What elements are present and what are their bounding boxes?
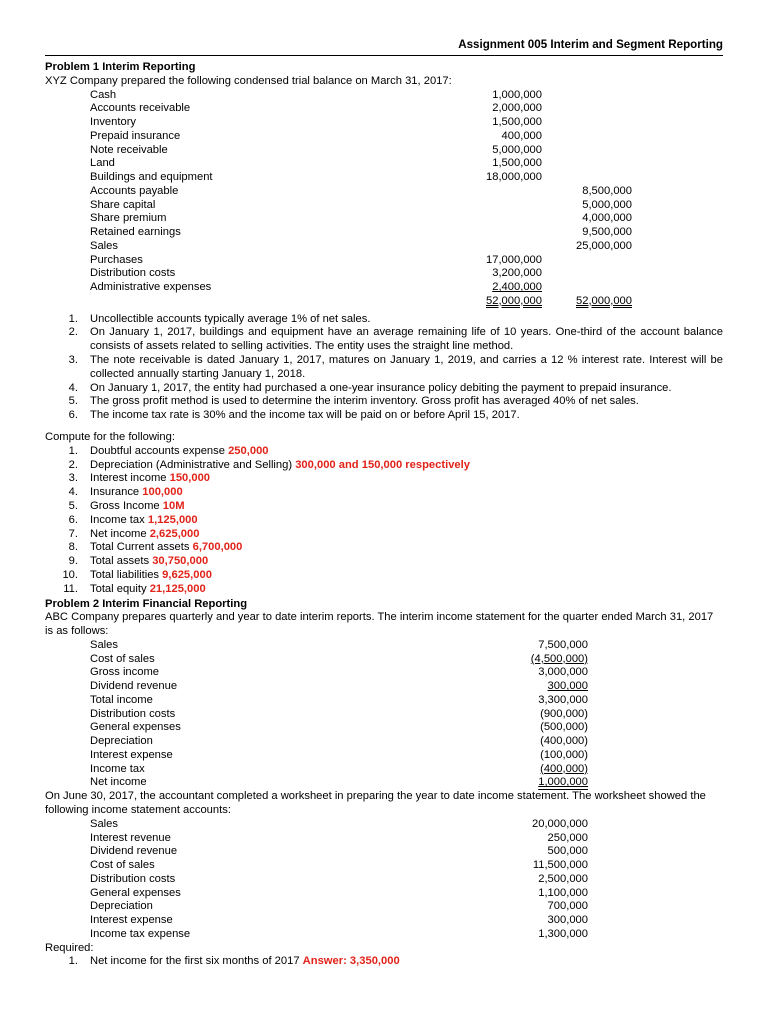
table-row: [45, 653, 723, 667]
item-number: 3.: [68, 472, 78, 485]
table-row: [45, 226, 723, 240]
line-value: (4,500,000): [530, 652, 588, 665]
account-name: Administrative expenses: [90, 281, 212, 294]
item-text: Total assets: [90, 555, 150, 568]
table-row: [45, 763, 723, 777]
account-name: Land: [90, 157, 115, 170]
line-label: Income tax expense: [90, 927, 191, 940]
answer-value: 30,750,000: [152, 555, 209, 568]
line-value: 11,500,000: [532, 859, 588, 872]
list-item: [45, 514, 723, 528]
line-label: Interest expense: [90, 914, 173, 927]
line-value: 300,000: [547, 680, 588, 693]
item-number: 2.: [68, 326, 78, 339]
item-text: Total equity: [90, 582, 147, 595]
table-row: [45, 694, 723, 708]
line-value: 20,000,000: [532, 817, 588, 830]
item-text: The gross profit method is used to determine the interim inventory. Gross profit has averaged 40% of net sales.: [90, 395, 639, 408]
item-text: On January 1, 2017, buildings and equipment have an average remaining life of 10 years. One-third of the account balance consists of assets related to selling activities. The entity uses the straight line method.: [90, 326, 723, 353]
problem1-intro: XYZ Company prepared the following condensed trial balance on March 31, 2017:: [45, 74, 452, 87]
item-number: 9.: [68, 555, 78, 568]
account-name: Retained earnings: [90, 226, 181, 239]
list-item: [45, 313, 723, 327]
table-row: [45, 199, 723, 213]
account-name: Accounts receivable: [90, 102, 191, 115]
table-row: [45, 116, 723, 130]
table-row: [45, 240, 723, 254]
answer-value: 100,000: [142, 486, 183, 499]
debit-value: 5,000,000: [492, 143, 542, 156]
table-row: [45, 281, 723, 295]
line-value: 500,000: [547, 845, 588, 858]
debit-value: 1,500,000: [492, 116, 542, 129]
worksheet-table: [45, 818, 723, 942]
credit-value: 9,500,000: [582, 226, 632, 239]
line-label: Depreciation: [90, 900, 153, 913]
line-value: 3,300,000: [538, 693, 588, 706]
account-name: Share capital: [90, 198, 156, 211]
account-name: Purchases: [90, 253, 143, 266]
line-value: 7,500,000: [538, 638, 588, 651]
problem1-answers: [45, 445, 723, 597]
table-row: [45, 102, 723, 116]
list-item: [45, 500, 723, 514]
table-row: [45, 900, 723, 914]
account-name: Prepaid insurance: [90, 129, 181, 142]
item-number: 1.: [68, 444, 78, 457]
table-row: [45, 267, 723, 281]
line-label: Sales: [90, 638, 118, 651]
table-row: [45, 749, 723, 763]
list-item: [45, 583, 723, 597]
line-label: Dividend revenue: [90, 680, 178, 693]
line-value: 1,300,000: [538, 927, 588, 940]
table-row: [45, 708, 723, 722]
credit-value: 8,500,000: [582, 184, 632, 197]
page-header: [45, 37, 723, 56]
item-number: 3.: [68, 353, 78, 366]
item-text: Interest income: [90, 472, 167, 485]
table-row: [45, 639, 723, 653]
table-row: [45, 254, 723, 268]
list-item: [45, 486, 723, 500]
list-item: [45, 955, 723, 969]
table-row: [45, 157, 723, 171]
item-number: 7.: [68, 527, 78, 540]
debit-value: 2,400,000: [492, 281, 542, 294]
debit-value: 18,000,000: [486, 171, 542, 184]
problem2-intro: ABC Company prepares quarterly and year to date interim reports. The interim income statement for the quarter ended March 31, 2017 is as follows:: [45, 611, 714, 638]
line-value: 1,100,000: [538, 886, 588, 899]
line-label: Income tax: [90, 762, 145, 775]
item-text: Net income: [90, 527, 147, 540]
problem2-heading: Problem 2 Interim Financial Reporting: [45, 597, 248, 610]
line-label: Depreciation: [90, 735, 153, 748]
problem1-heading: Problem 1 Interim Reporting: [45, 61, 196, 73]
list-item: [45, 472, 723, 486]
list-item: [45, 409, 723, 423]
table-row: [45, 144, 723, 158]
account-name: Accounts payable: [90, 184, 179, 197]
credit-value: 5,000,000: [582, 198, 632, 211]
table-row: [45, 776, 723, 790]
table-row: [45, 914, 723, 928]
line-value: 300,000: [547, 914, 588, 927]
item-text: On January 1, 2017, the entity had purchased a one-year insurance policy debiting the payment to prepaid insurance.: [90, 381, 672, 394]
required-label: Required:: [45, 941, 94, 954]
debit-value: 1,500,000: [492, 157, 542, 170]
account-name: Buildings and equipment: [90, 171, 213, 184]
list-item: [45, 326, 723, 354]
debit-value: 3,200,000: [492, 267, 542, 280]
answer-value: 1,125,000: [147, 513, 198, 526]
line-value: (500,000): [540, 721, 588, 734]
answer-value: 250,000: [228, 444, 269, 457]
item-number: 6.: [68, 513, 78, 526]
account-name: Sales: [90, 239, 118, 252]
table-row: [45, 859, 723, 873]
table-row: [45, 185, 723, 199]
line-value: 700,000: [547, 900, 588, 913]
item-text: Total Current assets: [90, 541, 190, 554]
line-value: 3,000,000: [538, 666, 588, 679]
q1-income-statement: [45, 639, 723, 790]
answer-value: 2,625,000: [149, 527, 200, 540]
line-label: Dividend revenue: [90, 845, 178, 858]
item-text: Depreciation (Administrative and Selling): [90, 458, 293, 471]
answer-value: 10M: [162, 499, 185, 512]
table-row: [45, 845, 723, 859]
item-text: Doubtful accounts expense: [90, 444, 225, 457]
account-name: Distribution costs: [90, 267, 176, 280]
line-label: Distribution costs: [90, 707, 176, 720]
item-text: Uncollectible accounts typically average 1% of net sales.: [90, 312, 371, 325]
account-name: Note receivable: [90, 143, 168, 156]
line-label: Cost of sales: [90, 859, 155, 872]
line-value: 1,000,000: [538, 776, 588, 789]
required-list: [45, 955, 723, 969]
line-label: Sales: [90, 817, 118, 830]
totals-row: [45, 295, 723, 309]
table-row: [45, 735, 723, 749]
line-label: General expenses: [90, 886, 181, 899]
table-row: [45, 666, 723, 680]
total-credit: 52,000,000: [576, 294, 632, 307]
item-text: The income tax rate is 30% and the income tax will be paid on or before April 15, 2017.: [90, 409, 520, 422]
answer-value: 150,000: [169, 472, 211, 485]
table-row: [45, 873, 723, 887]
table-row: [45, 89, 723, 103]
item-number: 10.: [62, 568, 78, 581]
debit-value: 400,000: [501, 129, 542, 142]
item-text: The note receivable is dated January 1, 2017, matures on January 1, 2019, and carries a 12 % interest rate. Interest will be collected annually starting January 1, 2018.: [90, 353, 723, 380]
line-label: Interest revenue: [90, 831, 171, 844]
item-text: Net income for the first six months of 2017: [90, 955, 300, 968]
answer-value: 9,625,000: [162, 568, 212, 581]
table-row: [45, 832, 723, 846]
trial-balance-table: [45, 89, 723, 309]
list-item: [45, 395, 723, 409]
table-row: [45, 887, 723, 901]
item-number: 1.: [68, 955, 78, 968]
line-value: (400,000): [540, 735, 588, 748]
line-label: Cost of sales: [90, 652, 155, 665]
credit-value: 4,000,000: [582, 212, 632, 225]
table-row: [45, 721, 723, 735]
item-number: 1.: [68, 312, 78, 325]
line-label: Gross income: [90, 666, 160, 679]
item-text: Income tax: [90, 513, 145, 526]
compute-heading: Compute for the following:: [45, 430, 175, 443]
answer-value: 300,000 and 150,000 respectively: [295, 458, 470, 471]
list-item: [45, 382, 723, 396]
answer-value: 21,125,000: [149, 582, 206, 595]
debit-value: 1,000,000: [492, 88, 542, 101]
total-debit: 52,000,000: [486, 294, 542, 307]
table-row: [45, 680, 723, 694]
credit-value: 25,000,000: [576, 239, 632, 252]
header-title: Assignment 005 Interim and Segment Reporting: [458, 38, 723, 51]
list-item: [45, 541, 723, 555]
line-label: Net income: [90, 776, 147, 789]
item-text: Gross Income: [90, 499, 160, 512]
account-name: Share premium: [90, 212, 167, 225]
item-number: 5.: [68, 395, 78, 408]
list-item: [45, 569, 723, 583]
document-body: [45, 61, 723, 969]
list-item: [45, 459, 723, 473]
debit-value: 17,000,000: [486, 253, 542, 266]
line-value: (100,000): [540, 748, 588, 761]
worksheet-intro: On June 30, 2017, the accountant completed a worksheet in preparing the year to date income statement. The worksheet showed the following income statement accounts:: [45, 790, 706, 816]
list-item: [45, 354, 723, 382]
table-row: [45, 130, 723, 144]
line-label: Total income: [90, 693, 153, 706]
item-number: 2.: [68, 458, 78, 471]
line-value: 250,000: [547, 831, 588, 844]
table-row: [45, 818, 723, 832]
list-item: [45, 528, 723, 542]
list-item: [45, 555, 723, 569]
line-value: (400,000): [540, 762, 588, 775]
table-row: [45, 171, 723, 185]
answer-value: Answer: 3,350,000: [302, 955, 400, 968]
item-number: 5.: [68, 499, 78, 512]
item-number: 4.: [68, 381, 78, 394]
item-number: 6.: [68, 409, 78, 422]
line-label: Distribution costs: [90, 872, 176, 885]
item-text: Insurance: [90, 486, 140, 499]
account-name: Cash: [90, 88, 117, 101]
item-number: 8.: [68, 541, 78, 554]
line-value: (900,000): [540, 707, 588, 720]
answer-value: 6,700,000: [192, 541, 243, 554]
item-number: 11.: [63, 582, 78, 595]
debit-value: 2,000,000: [492, 102, 542, 115]
line-value: 2,500,000: [538, 872, 588, 885]
item-text: Total liabilities: [90, 568, 160, 581]
list-item: [45, 445, 723, 459]
item-number: 4.: [68, 486, 78, 499]
problem1-notes: [45, 313, 723, 423]
table-row: [45, 928, 723, 942]
line-label: Interest expense: [90, 748, 173, 761]
account-name: Inventory: [90, 116, 137, 129]
line-label: General expenses: [90, 721, 181, 734]
table-row: [45, 212, 723, 226]
